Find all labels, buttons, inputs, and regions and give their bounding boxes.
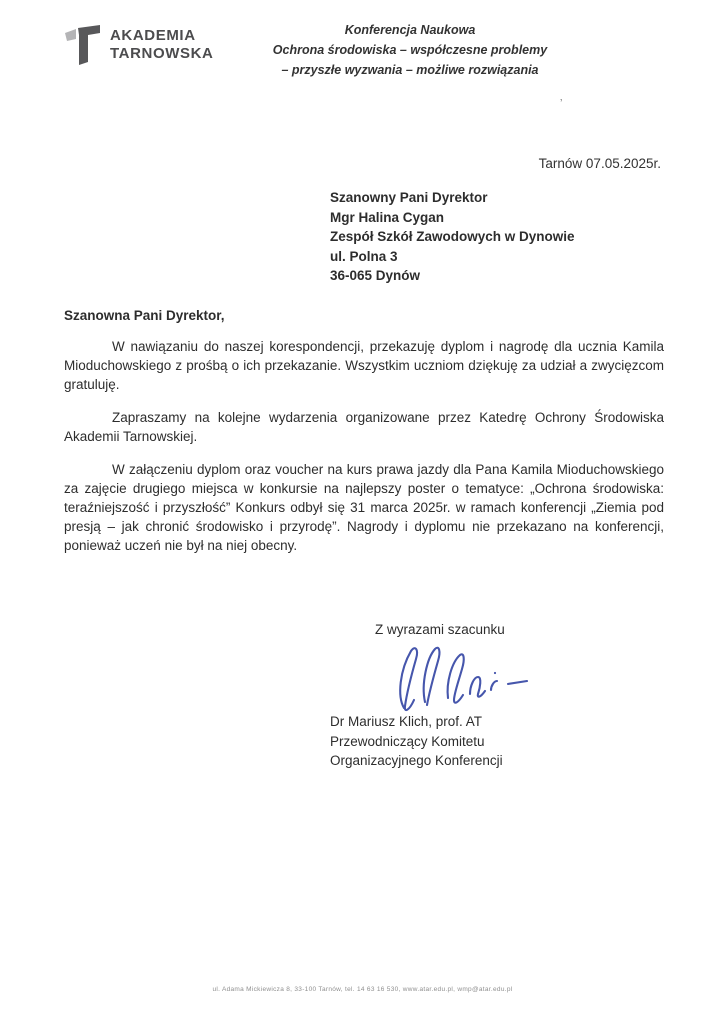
paragraph-3: W załączeniu dyplom oraz voucher na kurs prawa jazdy dla Pana Kamila Mioduchowskiego za zajęcie drugiego miejsca w konkursie na najlepszy poster o tematyce: „Ochrona środowiska: teraźniejszość i przyszłość” Konkurs odbył się 31 marca 2025r. w ramach konferencji „Ziemia pod presją – jak chronić środowisko i przyrodę”. Nagrody i dyplomu nie przekazano na konferencji, ponieważ uczeń nie był na niej obecny. xyxy=(64,462,664,553)
recipient-title: Szanowny Pani Dyrektor xyxy=(330,190,488,205)
logo-wordmark xyxy=(110,27,213,63)
university-t-logo-icon xyxy=(64,23,102,67)
paragraph-2: Zapraszamy na kolejne wydarzenia organizowane przez Katedrę Ochrony Środowiska Akademii Tarnowskiej. xyxy=(64,410,664,444)
akademia-tarnowska-logo xyxy=(64,23,213,67)
conference-title-line2: Ochrona środowiska – współczesne problemy xyxy=(272,43,548,57)
letterhead xyxy=(0,20,725,80)
conference-title-line1: Konferencja Naukowa xyxy=(344,23,476,37)
paragraph-1: W nawiązaniu do naszej korespondencji, przekazuję dyplom i nagrodę dla ucznia Kamila Mioduchowskiego z prośbą o ich przekazanie. Wszystkim uczniom dziękuję za udział a zwycięzcom gratuluję. xyxy=(64,339,664,392)
conference-title xyxy=(250,20,570,80)
recipient-street: ul. Polna 3 xyxy=(330,248,398,264)
scan-artifact-mark: ʼ xyxy=(560,98,563,110)
salutation: Szanowna Pani Dyrektor, xyxy=(64,308,225,323)
signer-role-line2: Organizacyjnego Konferencji xyxy=(330,753,503,769)
recipient-city: 36-065 Dynów xyxy=(330,268,421,284)
recipient-block xyxy=(330,188,575,286)
signer-name: Dr Mariusz Klich, prof. AT xyxy=(330,714,483,729)
recipient-name: Mgr Halina Cygan xyxy=(330,209,445,225)
footer-contact-line: ul. Adama Mickiewicza 8, 33-100 Tarnów, tel. 14 63 16 530, www.atar.edu.pl, wmp@atar.edu.pl xyxy=(212,986,513,993)
closing-phrase: Z wyrazami szacunku xyxy=(375,622,505,637)
date-line: Tarnów 07.05.2025r. xyxy=(538,156,661,171)
handwritten-signature xyxy=(388,642,553,714)
letter-body xyxy=(64,306,664,569)
conference-title-line3: – przyszłe wyzwania – możliwe rozwiązania xyxy=(281,63,539,77)
logo-wordmark-line2: TARNOWSKA xyxy=(110,45,214,62)
recipient-school: Zespół Szkół Zawodowych w Dynowie xyxy=(330,229,575,245)
signer-role-line1: Przewodniczący Komitetu xyxy=(330,733,485,749)
signer-block xyxy=(330,712,503,771)
logo-wordmark-line1: AKADEMIA xyxy=(110,27,196,44)
